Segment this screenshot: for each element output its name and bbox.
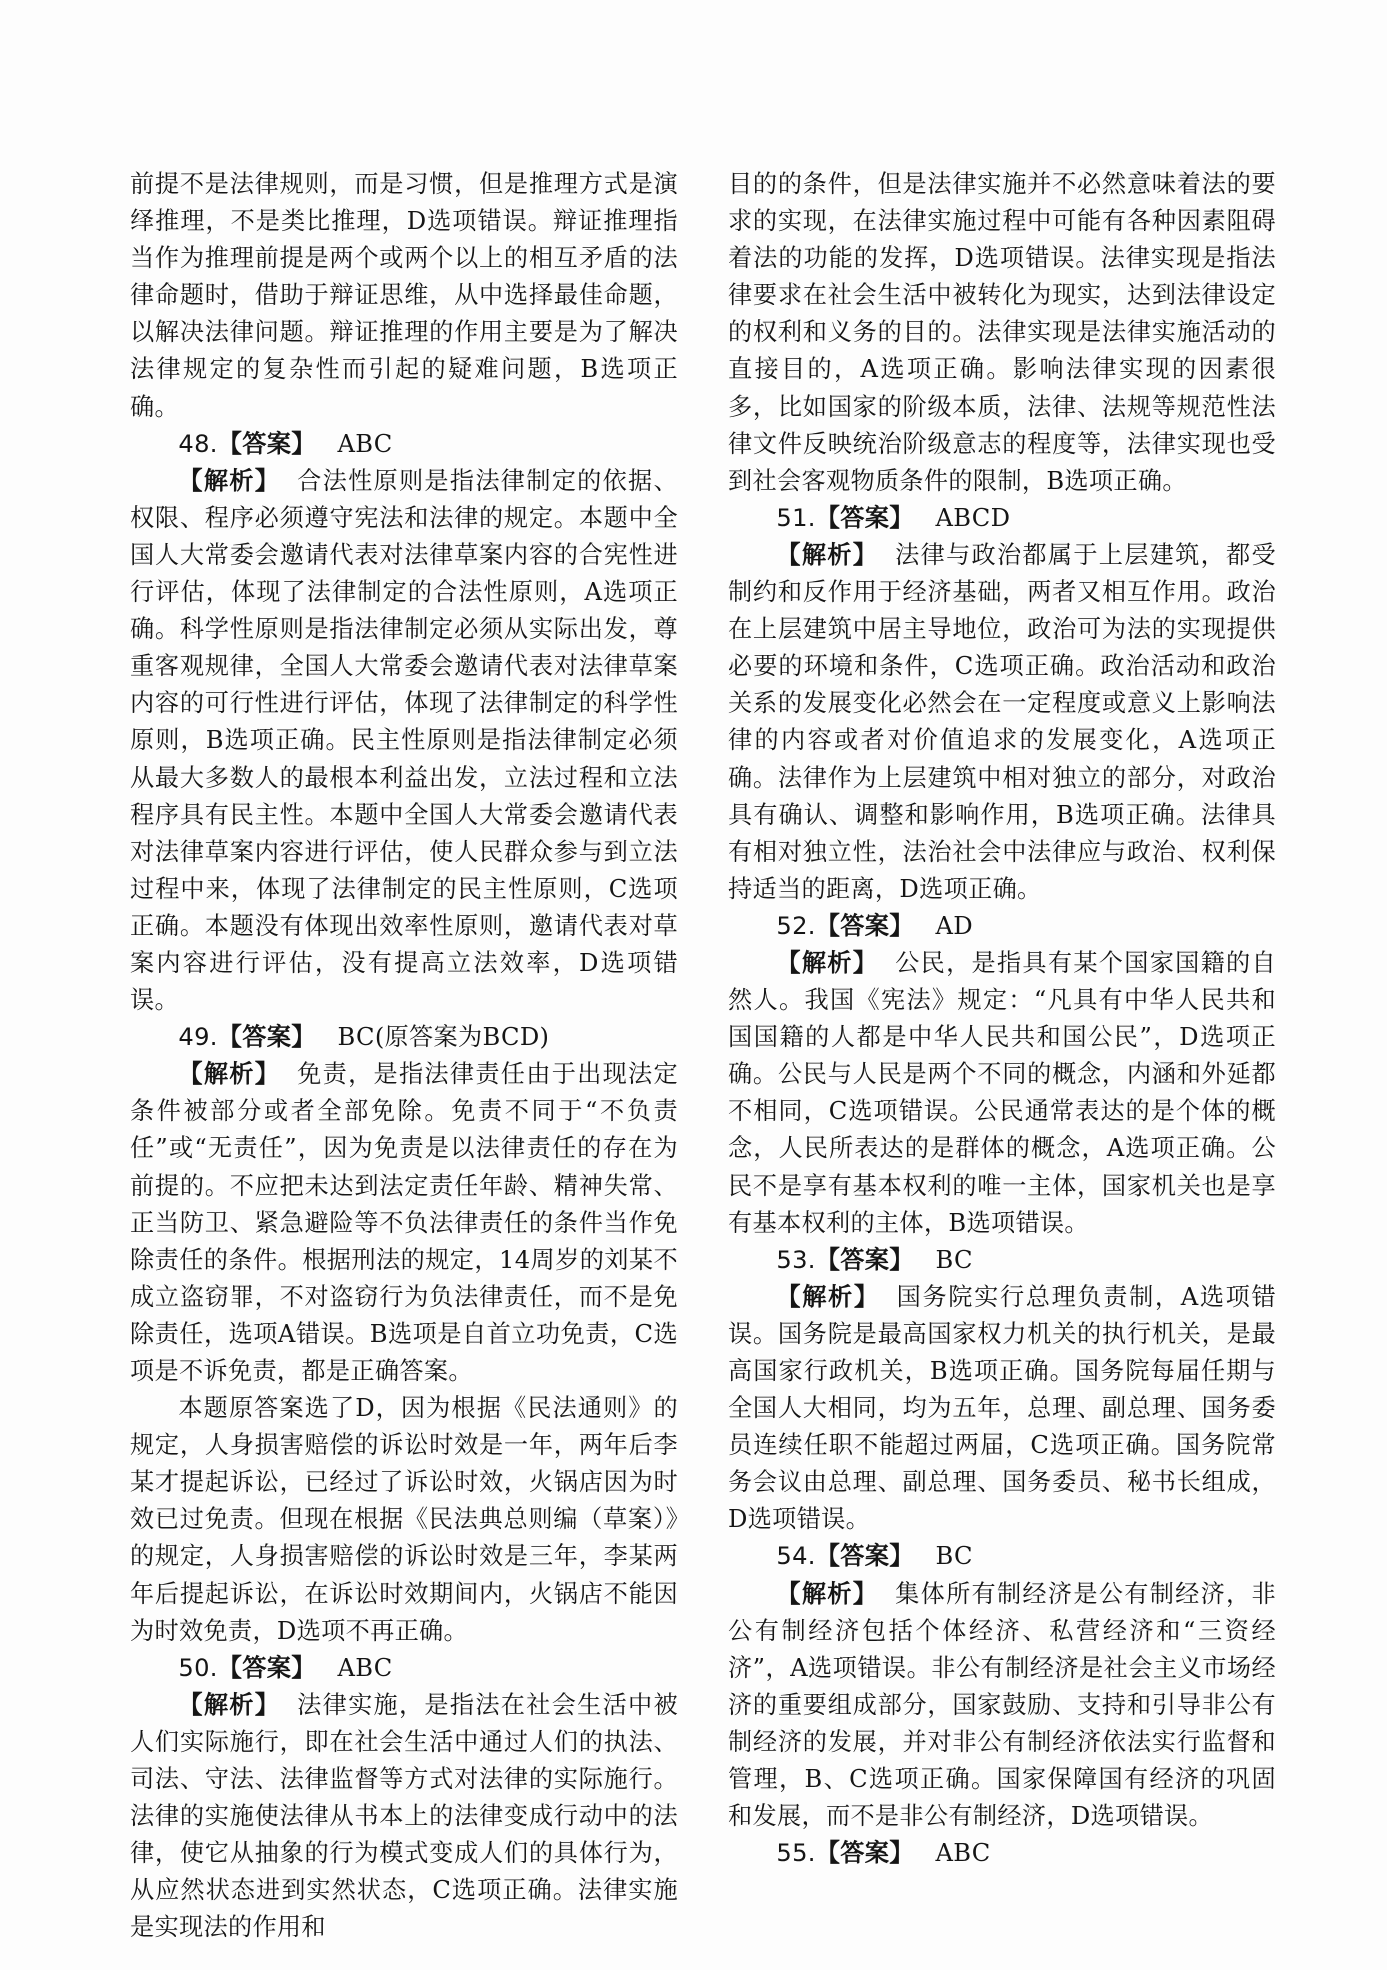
answer-tag: 【答案】 bbox=[217, 429, 316, 458]
q54-answer-line bbox=[728, 1538, 1276, 1575]
q48-answer-line bbox=[130, 426, 678, 463]
answer-tag: 【答案】 bbox=[217, 1653, 316, 1682]
q50-analysis-continuation: 目的的条件，但是法律实施并不必然意味着法的要求的实现，在法律实施过程中可能有各种因素阻碍着法的功能的发挥，D选项错误。法律实现是指法律要求在社会生活中被转化为现实，达到法律设定的权利和义务的目的。法律实现是法律实施活动的直接目的，A选项正确。影响法律实现的因素很多，比如国家的阶级本质，法律、法规等规范性法律文件反映统治阶级意志的程度等，法律实现也受到社会客观物质条件的限制，B选项正确。 bbox=[728, 170, 1276, 495]
analysis-tag: 【解析】 bbox=[776, 1579, 879, 1608]
answer-value: BC(原答案为BCD) bbox=[337, 1023, 550, 1052]
analysis-text: 集体所有制经济是公有制经济，非公有制经济包括个体经济、私营经济和“三资经济”，A选项错误。非公有制经济是社会主义市场经济的重要组成部分，国家鼓励、支持和引导非公有制经济的发展，并对非公有制经济依法实行监督和管理，B、C选项正确。国家保障国有经济的巩固和发展，而不是非公有制经济，D选项错误。 bbox=[728, 1579, 1276, 1831]
q53-answer-line bbox=[728, 1242, 1276, 1279]
answer-value: BC bbox=[935, 1245, 973, 1274]
q47-analysis-continuation: 前提不是法律规则，而是习惯，但是推理方式是演绎推理，不是类比推理，D选项错误。辩证推理指当作为推理前提是两个或两个以上的相互矛盾的法律命题时，借助于辩证思维，从中选择最佳命题，以解决法律问题。辩证推理的作用主要是为了解决法律规定的复杂性而引起的疑难问题，B选项正确。 bbox=[130, 170, 678, 421]
analysis-tag: 【解析】 bbox=[178, 466, 281, 495]
answer-value: ABCD bbox=[935, 503, 1011, 532]
answer-tag: 【答案】 bbox=[217, 1023, 316, 1052]
question-number: 54. bbox=[776, 1542, 816, 1571]
analysis-text: 公民，是指具有某个国家国籍的自然人。我国《宪法》规定：“凡具有中华人民共和国国籍的人都是中华人民共和国公民”，D选项正确。公民与人民是两个不同的概念，内涵和外延都不相同，C选项错误。公民通常表达的是个体的概念，人民所表达的是群体的概念，A选项正确。公民不是享有基本权利的唯一主体，国家机关也是享有基本权利的主体，B选项错误。 bbox=[728, 948, 1276, 1237]
question-number: 55. bbox=[776, 1839, 816, 1868]
answer-tag: 【答案】 bbox=[815, 503, 914, 532]
analysis-tag: 【解析】 bbox=[776, 948, 879, 977]
analysis-text: 国务院实行总理负责制，A选项错误。国务院是最高国家权力机关的执行机关，是最高国家行政机关，B选项正确。国务院每届任期与全国人大相同，均为五年，总理、副总理、国务委员连续任职不能超过两届，C选项正确。国务院常务会议由总理、副总理、国务委员、秘书长组成，D选项错误。 bbox=[728, 1282, 1276, 1534]
q51-analysis bbox=[728, 537, 1276, 908]
q48-analysis bbox=[130, 463, 678, 1019]
answer-value: AD bbox=[935, 911, 973, 940]
analysis-tag: 【解析】 bbox=[178, 1060, 281, 1089]
right-column bbox=[728, 166, 1276, 1872]
question-number: 52. bbox=[776, 911, 816, 940]
q49-note: 本题原答案选了D，因为根据《民法通则》的规定，人身损害赔偿的诉讼时效是一年，两年后李某才提起诉讼，已经过了诉讼时效，火锅店因为时效已过免责。但现在根据《民法典总则编（草案）》的规定，人身损害赔偿的诉讼时效是三年，李某两年后提起诉讼，在诉讼时效期间内，火锅店不能因为时效免责，D选项不再正确。 bbox=[130, 1394, 678, 1645]
answer-tag: 【答案】 bbox=[815, 1245, 914, 1274]
analysis-text: 免责，是指法律责任由于出现法定条件被部分或者全部免除。免责不同于“不负责任”或“无责任”，因为免责是以法律责任的存在为前提的。不应把未达到法定责任年龄、精神失常、正当防卫、紧急避险等不负法律责任的条件当作免除责任的条件。根据刑法的规定，14周岁的刘某不成立盗窃罪，不对盗窃行为负法律责任，而不是免除责任，选项A错误。B选项是自首立功免责，C选项是不诉免责，都是正确答案。 bbox=[130, 1060, 678, 1385]
answer-tag: 【答案】 bbox=[815, 911, 914, 940]
analysis-tag: 【解析】 bbox=[178, 1690, 281, 1719]
question-number: 49. bbox=[178, 1023, 218, 1052]
answer-value: BC bbox=[935, 1542, 973, 1571]
left-column bbox=[130, 166, 678, 1947]
q55-answer-line bbox=[728, 1835, 1276, 1872]
q49-answer-line bbox=[130, 1019, 678, 1056]
analysis-text: 法律与政治都属于上层建筑，都受制约和反作用于经济基础，两者又相互作用。政治在上层建筑中居主导地位，政治可为法的实现提供必要的环境和条件，C选项正确。政治活动和政治关系的发展变化必然会在一定程度或意义上影响法律的内容或者对价值追求的发展变化，A选项正确。法律作为上层建筑中相对独立的部分，对政治具有确认、调整和影响作用，B选项正确。法律具有相对独立性，法治社会中法律应与政治、权利保持适当的距离，D选项正确。 bbox=[728, 540, 1276, 903]
answer-value: ABC bbox=[337, 429, 393, 458]
q53-analysis bbox=[728, 1279, 1276, 1539]
answer-tag: 【答案】 bbox=[815, 1839, 914, 1868]
q51-answer-line bbox=[728, 500, 1276, 537]
question-number: 53. bbox=[776, 1245, 816, 1274]
q52-analysis bbox=[728, 945, 1276, 1242]
q50-analysis bbox=[130, 1687, 678, 1947]
question-number: 51. bbox=[776, 503, 816, 532]
question-number: 50. bbox=[178, 1653, 218, 1682]
answer-tag: 【答案】 bbox=[815, 1542, 914, 1571]
analysis-tag: 【解析】 bbox=[776, 540, 879, 569]
analysis-text: 法律实施，是指法在社会生活中被人们实际施行，即在社会生活中通过人们的执法、司法、守法、法律监督等方式对法律的实际施行。法律的实施使法律从书本上的法律变成行动中的法律，使它从抽象的行为模式变成人们的具体行为，从应然状态进到实然状态，C选项正确。法律实施是实现法的作用和 bbox=[130, 1690, 678, 1942]
q52-answer-line bbox=[728, 908, 1276, 945]
answer-value: ABC bbox=[935, 1839, 991, 1868]
question-number: 48. bbox=[178, 429, 218, 458]
analysis-text: 合法性原则是指法律制定的依据、权限、程序必须遵守宪法和法律的规定。本题中全国人大常委会邀请代表对法律草案内容的合宪性进行评估，体现了法律制定的合法性原则，A选项正确。科学性原则是指法律制定必须从实际出发，尊重客观规律，全国人大常委会邀请代表对法律草案内容的可行性进行评估，体现了法律制定的科学性原则，B选项正确。民主性原则是指法律制定必须从最大多数人的最根本利益出发，立法过程和立法程序具有民主性。本题中全国人大常委会邀请代表对法律草案内容进行评估，使人民群众参与到立法过程中来，体现了法律制定的民主性原则，C选项正确。本题没有体现出效率性原则，邀请代表对草案内容进行评估，没有提高立法效率，D选项错误。 bbox=[130, 466, 678, 1015]
q49-analysis bbox=[130, 1056, 678, 1390]
answer-value: ABC bbox=[337, 1653, 393, 1682]
analysis-tag: 【解析】 bbox=[776, 1282, 880, 1311]
q54-analysis bbox=[728, 1576, 1276, 1836]
q50-answer-line bbox=[130, 1650, 678, 1687]
